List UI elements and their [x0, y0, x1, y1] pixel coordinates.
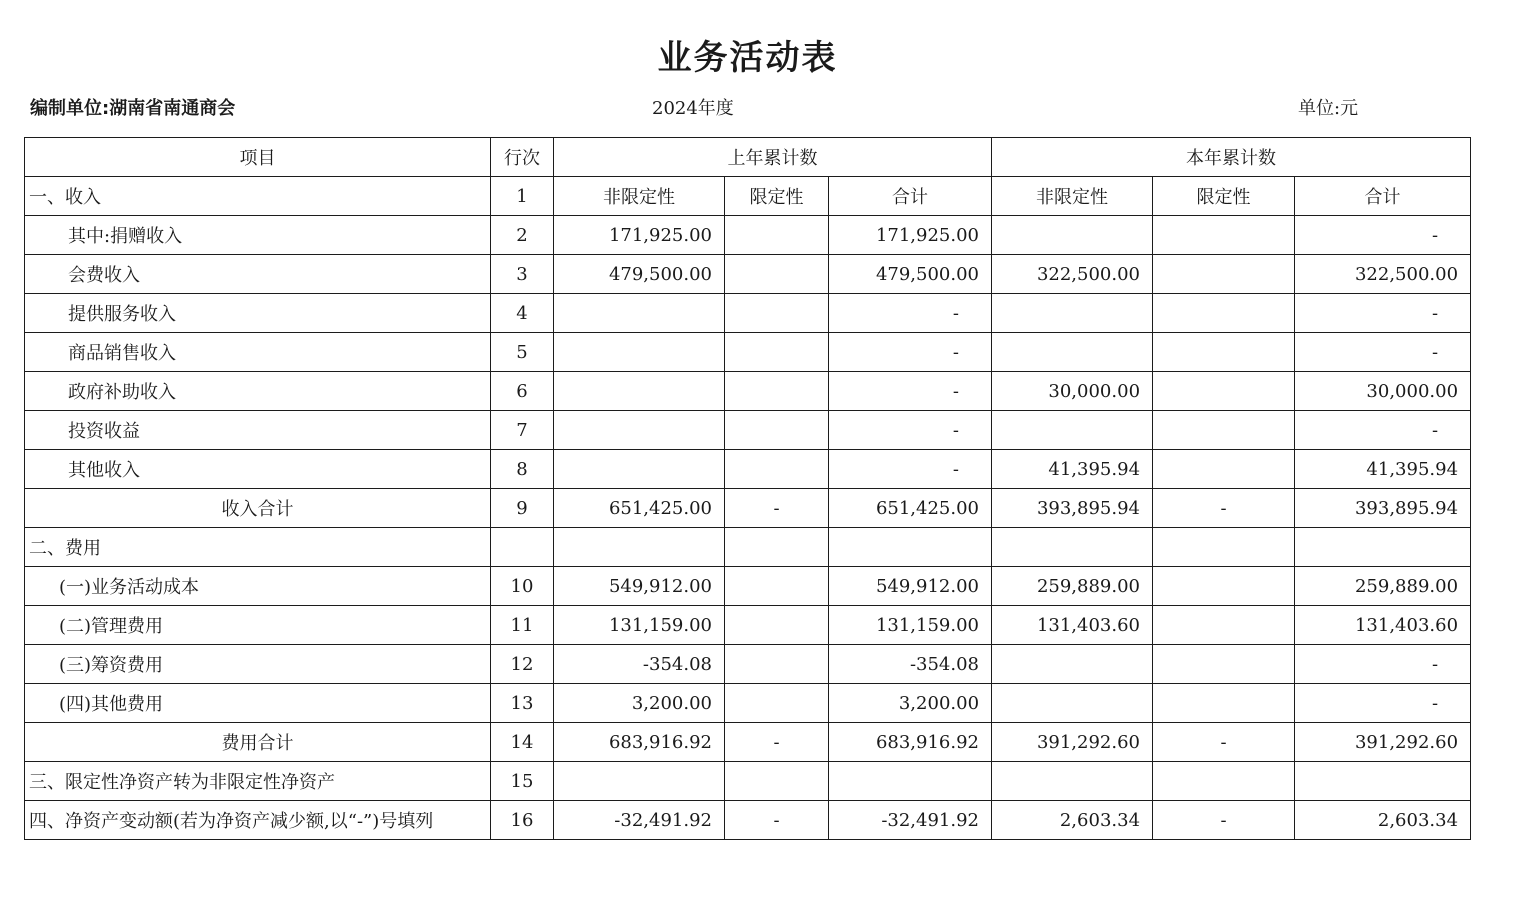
table-row	[25, 489, 1471, 528]
table-row	[25, 333, 1471, 372]
table-row	[25, 450, 1471, 489]
cell-p-total: 171,925.00	[829, 216, 992, 255]
row-item: (一)业务活动成本	[25, 567, 491, 606]
row-item: (三)筹资费用	[25, 645, 491, 684]
cell-p-unres: 131,159.00	[554, 606, 725, 645]
header-prev-unrestricted: 非限定性	[554, 177, 725, 216]
cell-p-res	[725, 567, 829, 606]
cell-c-total: -	[1295, 333, 1471, 372]
row-number: 5	[491, 333, 554, 372]
business-activity-table	[24, 137, 1471, 840]
cell-c-total: -	[1295, 645, 1471, 684]
cell-p-total	[829, 762, 992, 801]
row-item: 提供服务收入	[25, 294, 491, 333]
cell-p-total: -	[829, 450, 992, 489]
row-number: 1	[491, 177, 554, 216]
cell-p-res	[725, 216, 829, 255]
cell-c-res	[1153, 216, 1295, 255]
header-curr-total: 合计	[1295, 177, 1471, 216]
cell-c-total: 131,403.60	[1295, 606, 1471, 645]
row-item: 商品销售收入	[25, 333, 491, 372]
cell-p-unres: 651,425.00	[554, 489, 725, 528]
table-row	[25, 528, 1471, 567]
cell-p-res: -	[725, 723, 829, 762]
row-item: (二)管理费用	[25, 606, 491, 645]
row-item: 投资收益	[25, 411, 491, 450]
cell-c-unres	[992, 411, 1153, 450]
cell-p-unres	[554, 333, 725, 372]
table-row	[25, 567, 1471, 606]
cell-p-res	[725, 255, 829, 294]
table-row	[25, 801, 1471, 840]
cell-c-res	[1153, 372, 1295, 411]
row-number: 10	[491, 567, 554, 606]
cell-p-unres: 3,200.00	[554, 684, 725, 723]
cell-c-res	[1153, 567, 1295, 606]
cell-c-total: -	[1295, 684, 1471, 723]
cell-p-unres	[554, 411, 725, 450]
cell-p-res	[725, 528, 829, 567]
cell-p-total: 549,912.00	[829, 567, 992, 606]
cell-c-unres	[992, 528, 1153, 567]
cell-p-res	[725, 684, 829, 723]
row-number: 11	[491, 606, 554, 645]
cell-c-total: -	[1295, 294, 1471, 333]
row-item: 三、限定性净资产转为非限定性净资产	[25, 762, 491, 801]
row-number: 9	[491, 489, 554, 528]
cell-p-total: -	[829, 294, 992, 333]
cell-c-total: 2,603.34	[1295, 801, 1471, 840]
header-prev-year: 上年累计数	[554, 138, 992, 177]
row-number: 3	[491, 255, 554, 294]
cell-c-unres: 322,500.00	[992, 255, 1153, 294]
table-row	[25, 255, 1471, 294]
row-item: 政府补助收入	[25, 372, 491, 411]
cell-c-total: 259,889.00	[1295, 567, 1471, 606]
table-row	[25, 762, 1471, 801]
cell-p-res: -	[725, 801, 829, 840]
cell-p-res	[725, 606, 829, 645]
header-row-1	[25, 138, 1471, 177]
cell-c-res	[1153, 684, 1295, 723]
cell-c-total: 41,395.94	[1295, 450, 1471, 489]
cell-p-total: -32,491.92	[829, 801, 992, 840]
cell-c-unres: 2,603.34	[992, 801, 1153, 840]
cell-p-total: -354.08	[829, 645, 992, 684]
cell-c-res: -	[1153, 489, 1295, 528]
header-curr-unrestricted: 非限定性	[992, 177, 1153, 216]
cell-p-total: 3,200.00	[829, 684, 992, 723]
cell-c-res	[1153, 333, 1295, 372]
row-item: 其他收入	[25, 450, 491, 489]
row-number: 16	[491, 801, 554, 840]
cell-p-res	[725, 411, 829, 450]
table-row	[25, 372, 1471, 411]
row-number: 2	[491, 216, 554, 255]
row-number: 7	[491, 411, 554, 450]
cell-c-res	[1153, 762, 1295, 801]
cell-p-total	[829, 528, 992, 567]
cell-p-unres: 683,916.92	[554, 723, 725, 762]
row-item: 收入合计	[25, 489, 491, 528]
report-title: 业务活动表	[657, 38, 838, 78]
cell-p-res	[725, 333, 829, 372]
cell-c-res: -	[1153, 723, 1295, 762]
cell-p-unres	[554, 450, 725, 489]
cell-c-unres: 30,000.00	[992, 372, 1153, 411]
cell-c-unres: 391,292.60	[992, 723, 1153, 762]
cell-p-unres: -354.08	[554, 645, 725, 684]
cell-p-total: -	[829, 372, 992, 411]
header-prev-total: 合计	[829, 177, 992, 216]
table-row	[25, 723, 1471, 762]
cell-p-unres: 479,500.00	[554, 255, 725, 294]
header-curr-restricted: 限定性	[1153, 177, 1295, 216]
cell-p-total: -	[829, 411, 992, 450]
row-number	[491, 528, 554, 567]
row-number: 14	[491, 723, 554, 762]
cell-c-res	[1153, 411, 1295, 450]
cell-c-res	[1153, 528, 1295, 567]
row-item: (四)其他费用	[25, 684, 491, 723]
cell-c-total	[1295, 762, 1471, 801]
cell-c-res	[1153, 606, 1295, 645]
row-item: 四、净资产变动额(若为净资产减少额,以“-”)号填列	[25, 801, 491, 840]
cell-p-res: -	[725, 489, 829, 528]
cell-c-unres	[992, 762, 1153, 801]
cell-c-res	[1153, 294, 1295, 333]
cell-p-res	[725, 645, 829, 684]
cell-c-total: 322,500.00	[1295, 255, 1471, 294]
table-row	[25, 645, 1471, 684]
row-number: 8	[491, 450, 554, 489]
cell-p-total: 683,916.92	[829, 723, 992, 762]
table-row	[25, 294, 1471, 333]
cell-c-unres	[992, 684, 1153, 723]
cell-c-total: 30,000.00	[1295, 372, 1471, 411]
cell-p-total: 479,500.00	[829, 255, 992, 294]
cell-c-res	[1153, 645, 1295, 684]
cell-p-res	[725, 294, 829, 333]
cell-c-res	[1153, 255, 1295, 294]
header-row-2	[25, 177, 1471, 216]
cell-p-res	[725, 762, 829, 801]
cell-c-total	[1295, 528, 1471, 567]
row-number: 6	[491, 372, 554, 411]
cell-p-unres	[554, 372, 725, 411]
cell-c-total: 393,895.94	[1295, 489, 1471, 528]
cell-p-unres	[554, 528, 725, 567]
cell-c-unres: 41,395.94	[992, 450, 1153, 489]
cell-p-res	[725, 450, 829, 489]
cell-p-total: 131,159.00	[829, 606, 992, 645]
row-number: 4	[491, 294, 554, 333]
cell-c-unres	[992, 645, 1153, 684]
cell-c-unres: 131,403.60	[992, 606, 1153, 645]
row-number: 12	[491, 645, 554, 684]
reporting-entity: 编制单位:湖南省南通商会	[30, 98, 236, 119]
row-item: 会费收入	[25, 255, 491, 294]
cell-p-total: -	[829, 333, 992, 372]
cell-p-unres: 549,912.00	[554, 567, 725, 606]
row-number: 15	[491, 762, 554, 801]
cell-c-unres: 393,895.94	[992, 489, 1153, 528]
cell-c-res	[1153, 450, 1295, 489]
row-number: 13	[491, 684, 554, 723]
cell-p-unres	[554, 294, 725, 333]
cell-c-unres: 259,889.00	[992, 567, 1153, 606]
row-item: 费用合计	[25, 723, 491, 762]
cell-p-unres: -32,491.92	[554, 801, 725, 840]
table-row	[25, 684, 1471, 723]
cell-p-res	[725, 372, 829, 411]
header-row-no: 行次	[491, 138, 554, 177]
header-prev-restricted: 限定性	[725, 177, 829, 216]
header-curr-year: 本年累计数	[992, 138, 1471, 177]
cell-c-total: -	[1295, 216, 1471, 255]
cell-p-total: 651,425.00	[829, 489, 992, 528]
header-item: 项目	[25, 138, 491, 177]
table-row	[25, 411, 1471, 450]
table-row	[25, 606, 1471, 645]
cell-c-unres	[992, 294, 1153, 333]
cell-c-total: 391,292.60	[1295, 723, 1471, 762]
table-row	[25, 216, 1471, 255]
row-item: 二、费用	[25, 528, 491, 567]
cell-c-res: -	[1153, 801, 1295, 840]
cell-c-total: -	[1295, 411, 1471, 450]
report-period: 2024年度	[652, 98, 734, 119]
row-item: 其中:捐赠收入	[25, 216, 491, 255]
cell-c-unres	[992, 333, 1153, 372]
cell-c-unres	[992, 216, 1153, 255]
row-item: 一、收入	[25, 177, 491, 216]
currency-unit: 单位:元	[1298, 98, 1359, 119]
cell-p-unres: 171,925.00	[554, 216, 725, 255]
cell-p-unres	[554, 762, 725, 801]
